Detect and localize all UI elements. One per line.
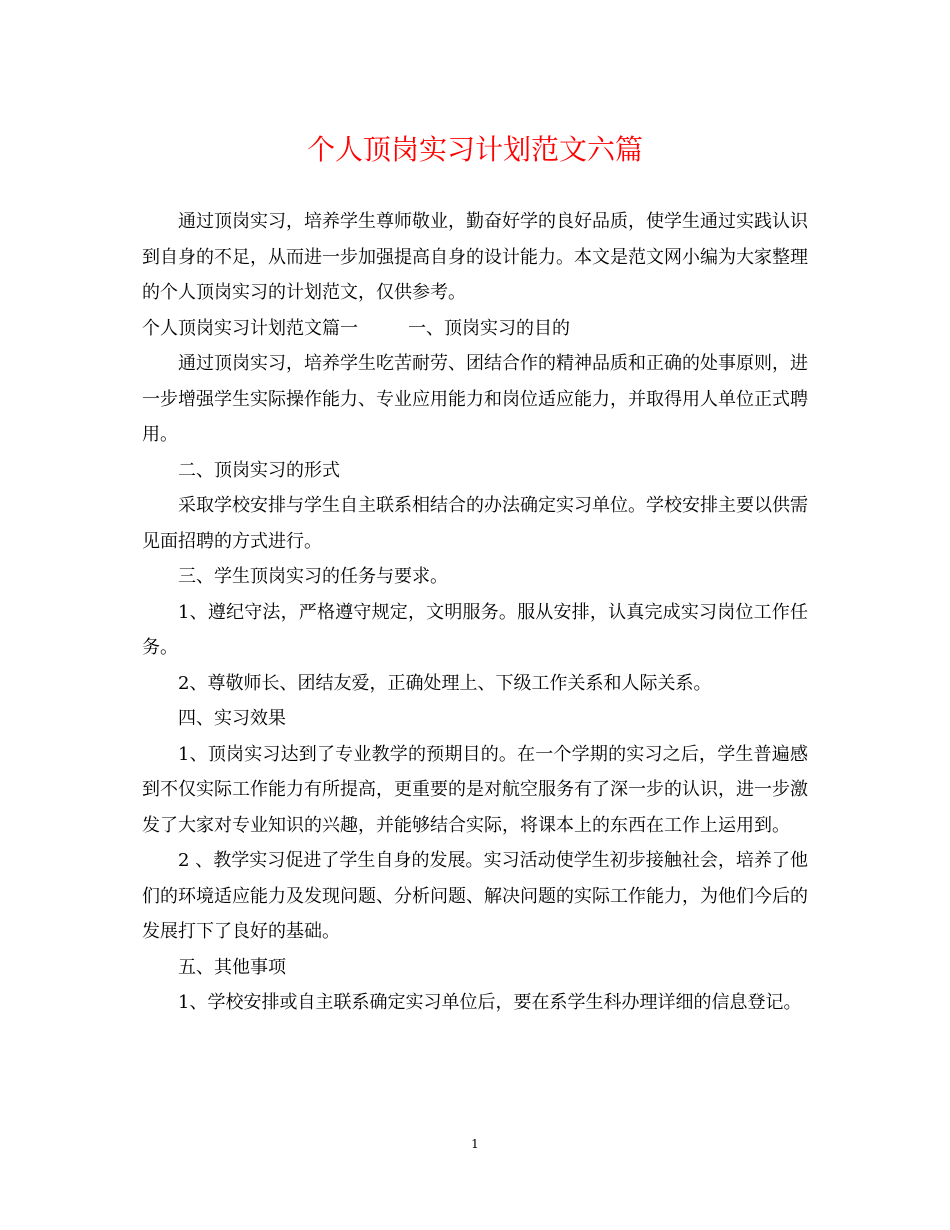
document-body (142, 204, 808, 1021)
page-number: 1 (471, 1137, 479, 1151)
intro-paragraph: 通过顶岗实习，培养学生尊师敬业，勤奋好学的良好品质，使学生通过实践认识到自身的不足，从而进一步加强提高自身的设计能力。本文是范文网小编为大家整理的个人顶岗实习的计划范文，仅供参考。 (142, 211, 808, 303)
task-item-2: 2、尊敬师长、团结友爱，正确处理上、下级工作关系和人际关系。 (178, 672, 712, 694)
document-title: 个人顶岗实习计划范文六篇 (306, 133, 643, 166)
form-paragraph: 采取学校安排与学生自主联系相结合的办法确定实习单位。学校安排主要以供需见面招聘的方式进行。 (142, 495, 808, 552)
section-heading-line (142, 311, 808, 347)
purpose-heading: 一、顶岗实习的目的 (408, 317, 570, 339)
tasks-heading: 三、学生顶岗实习的任务与要求。 (178, 566, 448, 587)
effect-item-2: 2 、教学实习促进了学生自身的发展。实习活动使学生初步接触社会，培养了他们的环境适应能力及发现问题、分析问题、解决问题的实际工作能力，为他们今后的发展打下了良好的基础。 (142, 850, 808, 942)
other-heading: 五、其他事项 (178, 956, 286, 978)
effect-item-1: 1、顶岗实习达到了专业教学的预期目的。在一个学期的实习之后，学生普遍感到不仅实际工作能力有所提高，更重要的是对航空服务有了深一步的认识，进一步激发了大家对专业知识的兴趣，并能够结合实际，将课本上的东西在工作上运用到。 (142, 743, 808, 836)
purpose-paragraph: 通过顶岗实习，培养学生吃苦耐劳、团结合作的精神品质和正确的处事原则，进一步增强学生实际操作能力、专业应用能力和岗位适应能力，并取得用人单位正式聘用。 (142, 353, 808, 445)
effects-heading: 四、实习效果 (178, 708, 286, 729)
other-item-1: 1、学校安排或自主联系确定实习单位后，要在系学生科办理详细的信息登记。 (178, 992, 802, 1013)
task-item-1: 1、遵纪守法，严格遵守规定，文明服务。服从安排，认真完成实习岗位工作任务。 (142, 601, 808, 658)
form-heading: 二、顶岗实习的形式 (178, 459, 340, 481)
section1-heading: 个人顶岗实习计划范文篇一 (142, 317, 358, 339)
